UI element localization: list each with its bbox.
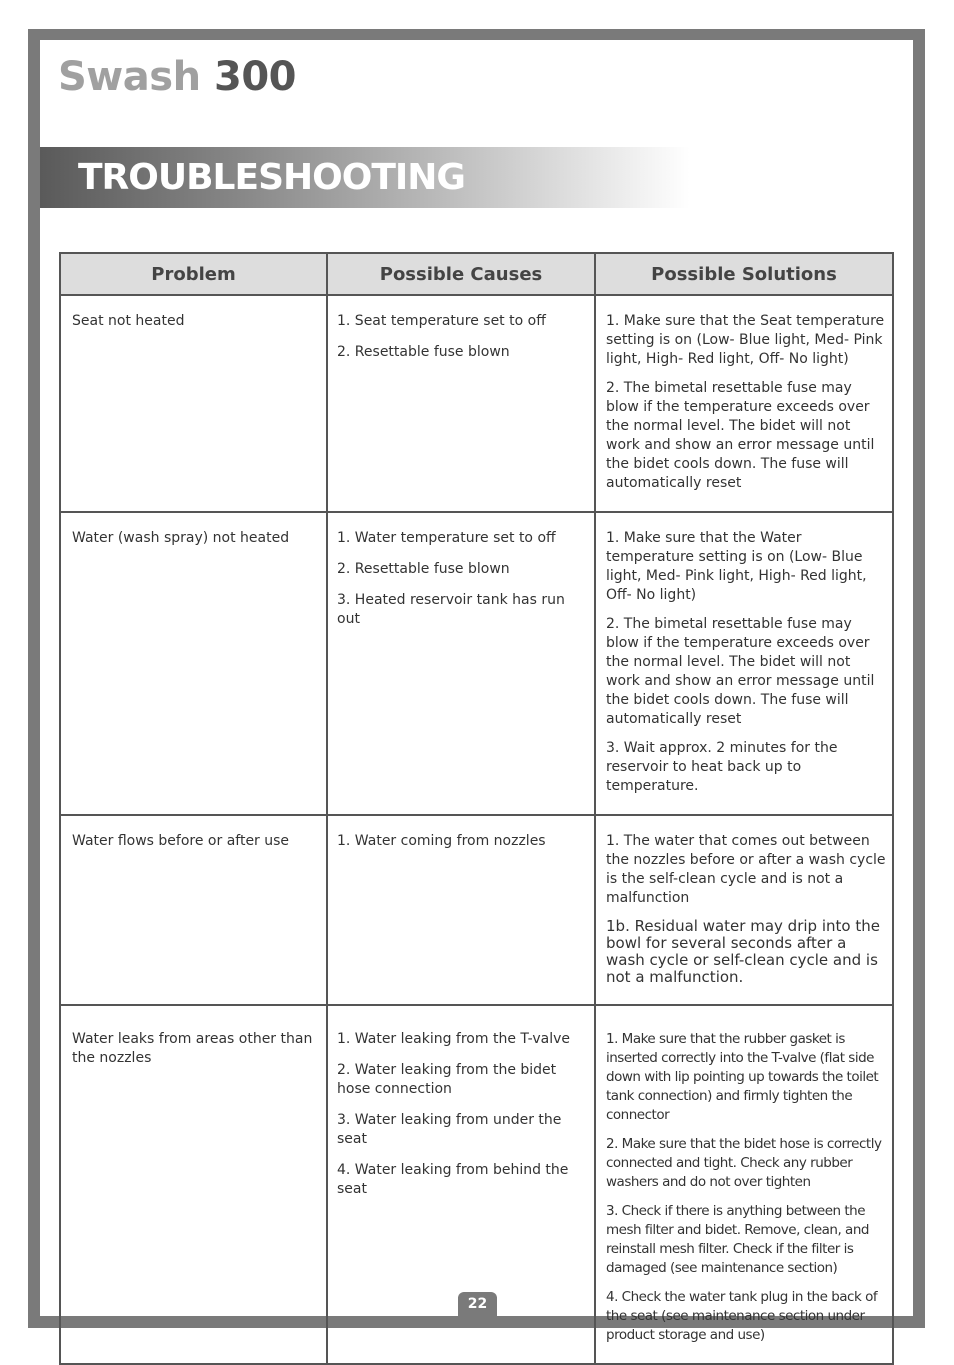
solution-item: 1. Make sure that the rubber gasket is inserted correctly into the T-valve (flat side down with lip pointing up towards the toilet tank connection) and firmly tighten the connector (606, 1031, 879, 1123)
cause-item: 1. Water coming from nozzles (337, 833, 546, 849)
problem-cell (60, 815, 327, 1005)
solutions-cell (595, 295, 893, 512)
brand-name: Swash (58, 54, 201, 100)
problem-text: Water leaks from areas other than the nozzles (72, 1031, 313, 1066)
cause-item: 2. Resettable fuse blown (337, 344, 510, 360)
causes-cell (327, 295, 595, 512)
cause-item: 3. Water leaking from under the seat (337, 1112, 562, 1147)
solution-item: 4. Check the water tank plug in the back of the seat (see maintenance section under product storage and use) (606, 1289, 878, 1343)
header-problem: Problem (60, 253, 327, 295)
solution-item: 2. The bimetal resettable fuse may blow if the temperature exceeds over the normal level. The bidet will not work and show an error message until the bidet cools down. The fuse will automatically reset (606, 616, 875, 727)
problem-text: Water flows before or after use (72, 833, 290, 849)
causes-cell (327, 512, 595, 815)
solution-item: 3. Check if there is anything between the mesh filter and bidet. Remove, clean, and reinstall mesh filter. Check if the filter is damaged (see maintenance section) (606, 1203, 869, 1276)
problem-cell (60, 1005, 327, 1364)
solution-item: 2. The bimetal resettable fuse may blow if the temperature exceeds over the normal level. The bidet will not work and show an error message until the bidet cools down. The fuse will automatically reset (606, 380, 875, 491)
header-possible-solutions: Possible Solutions (595, 253, 893, 295)
problem-text: Water (wash spray) not heated (72, 530, 290, 546)
cause-item: 1. Water leaking from the T-valve (337, 1031, 570, 1047)
cause-item: 2. Resettable fuse blown (337, 561, 510, 577)
solutions-cell (595, 1005, 893, 1364)
cause-item: 1. Water temperature set to off (337, 530, 556, 546)
header-possible-causes: Possible Causes (327, 253, 595, 295)
table-row (60, 295, 893, 512)
problem-cell (60, 295, 327, 512)
table-row (60, 815, 893, 1005)
table-row (60, 512, 893, 815)
brand-model: 300 (213, 54, 296, 100)
page-number: 22 (458, 1292, 497, 1316)
problem-cell (60, 512, 327, 815)
cause-item: 3. Heated reservoir tank has run out (337, 592, 565, 627)
causes-cell (327, 815, 595, 1005)
troubleshooting-table (59, 252, 894, 1365)
table-header-row (60, 253, 893, 295)
solution-item: 1. Make sure that the Seat temperature setting is on (Low- Blue light, Med- Pink light, High- Red light, Off- No light) (606, 313, 885, 367)
cause-item: 4. Water leaking from behind the seat (337, 1162, 569, 1197)
solution-item: 1. The water that comes out between the nozzles before or after a wash cycle is the self-clean cycle and is not a malfunction (606, 833, 886, 906)
brand-logo (58, 52, 296, 102)
cause-item: 2. Water leaking from the bidet hose connection (337, 1062, 557, 1097)
solutions-cell (595, 815, 893, 1005)
solution-item: 2. Make sure that the bidet hose is correctly connected and tight. Check any rubber washers and do not over tighten (606, 1136, 882, 1190)
solution-item: 1b. Residual water may drip into the bowl for several seconds after a wash cycle or self-clean cycle and is not a malfunction. (606, 917, 880, 986)
solutions-cell (595, 512, 893, 815)
solution-item: 1. Make sure that the Water temperature setting is on (Low- Blue light, Med- Pink light, High- Red light, Off- No light) (606, 530, 867, 603)
section-title: TROUBLESHOOTING (78, 157, 465, 198)
cause-item: 1. Seat temperature set to off (337, 313, 546, 329)
problem-text: Seat not heated (72, 313, 185, 329)
solution-item: 3. Wait approx. 2 minutes for the reservoir to heat back up to temperature. (606, 740, 838, 794)
